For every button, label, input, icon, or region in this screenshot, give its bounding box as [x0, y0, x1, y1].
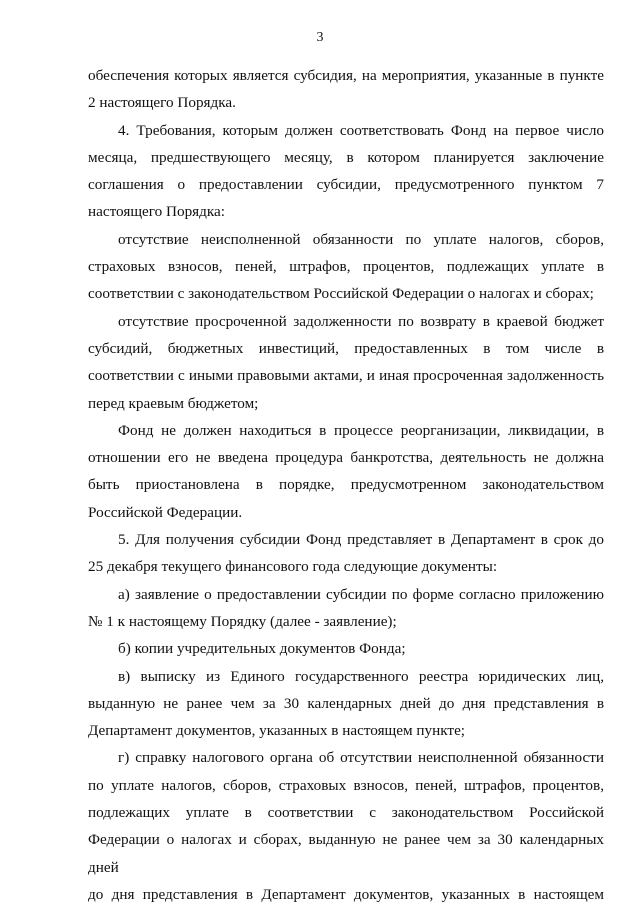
text-line: б) копии учредительных документов Фонда; [118, 640, 406, 658]
list-item-b [88, 635, 604, 662]
text-line: соответствии с законодательством Российской Федерации о налогах и сборах; [88, 285, 594, 303]
text-line: 2 настоящего Порядка. [88, 94, 236, 112]
text-line: настоящего Порядка: [88, 203, 225, 221]
text-line: отношении его не введена процедура банкротства, деятельность не должна [88, 449, 604, 467]
list-item-g [88, 744, 604, 908]
text-line: № 1 к настоящему Порядку (далее - заявление); [88, 612, 397, 630]
paragraph-documents-intro [88, 526, 604, 581]
text-line: отсутствие просроченной задолженности по возврату в краевой бюджет [118, 312, 604, 330]
text-line: Фонд не должен находиться в процессе реорганизации, ликвидации, в [118, 421, 604, 439]
text-line: обеспечения которых является субсидия, на мероприятия, указанные в пункте [88, 67, 604, 84]
text-line: до дня представления в Департамент документов, указанных в настоящем [88, 885, 604, 903]
text-line: быть приостановлена в порядке, предусмотренном законодательством [88, 476, 604, 494]
text-line: страховых взносов, пеней, штрафов, процентов, подлежащих уплате в [88, 258, 604, 276]
paragraph-continuation [88, 62, 604, 117]
paragraph-no-reorganization [88, 417, 604, 526]
paragraph-no-tax-debt [88, 226, 604, 308]
text-line: Российской Федерации. [88, 503, 243, 521]
text-line: отсутствие неисполненной обязанности по уплате налогов, сборов, [118, 230, 604, 248]
document-body [88, 62, 604, 908]
text-line: месяца, предшествующего месяцу, в котором планируется заключение [88, 148, 604, 166]
text-line: 25 декабря текущего финансового года следующие документы: [88, 558, 498, 576]
text-line: 5. Для получения субсидии Фонд представляет в Департамент в срок до [118, 531, 604, 549]
text-line: перед краевым бюджетом; [88, 394, 259, 412]
text-line: по уплате налогов, сборов, страховых взносов, пеней, штрафов, процентов, [88, 776, 604, 794]
text-line: соглашения о предоставлении субсидии, предусмотренного пунктом 7 [88, 176, 604, 194]
text-line: а) заявление о предоставлении субсидии по форме согласно приложению [118, 585, 604, 603]
text-line: соответствии с иными правовыми актами, и иная просроченная задолженность [88, 367, 604, 385]
text-line: в) выписку из Единого государственного реестра юридических лиц, [118, 667, 604, 685]
text-line: 4. Требования, которым должен соответствовать Фонд на первое число [118, 121, 604, 139]
paragraph-no-overdue-debt [88, 308, 604, 417]
text-line: выданную не ранее чем за 30 календарных дней до дня представления в [88, 694, 604, 712]
list-item-v [88, 663, 604, 745]
text-line: Департамент документов, указанных в настоящем пункте; [88, 722, 466, 740]
page-number: 3 [316, 30, 324, 45]
text-line: г) справку налогового органа об отсутствии неисполненной обязанности [118, 749, 604, 767]
paragraph-requirements [88, 117, 604, 226]
text-line: субсидий, бюджетных инвестиций, предоставленных в том числе в [88, 339, 604, 357]
list-item-a [88, 581, 604, 636]
text-line: подлежащих уплате в соответствии с законодательством Российской [88, 804, 604, 822]
text-line: Федерации о налогах и сборах, выданную не ранее чем за 30 календарных дней [88, 831, 604, 876]
